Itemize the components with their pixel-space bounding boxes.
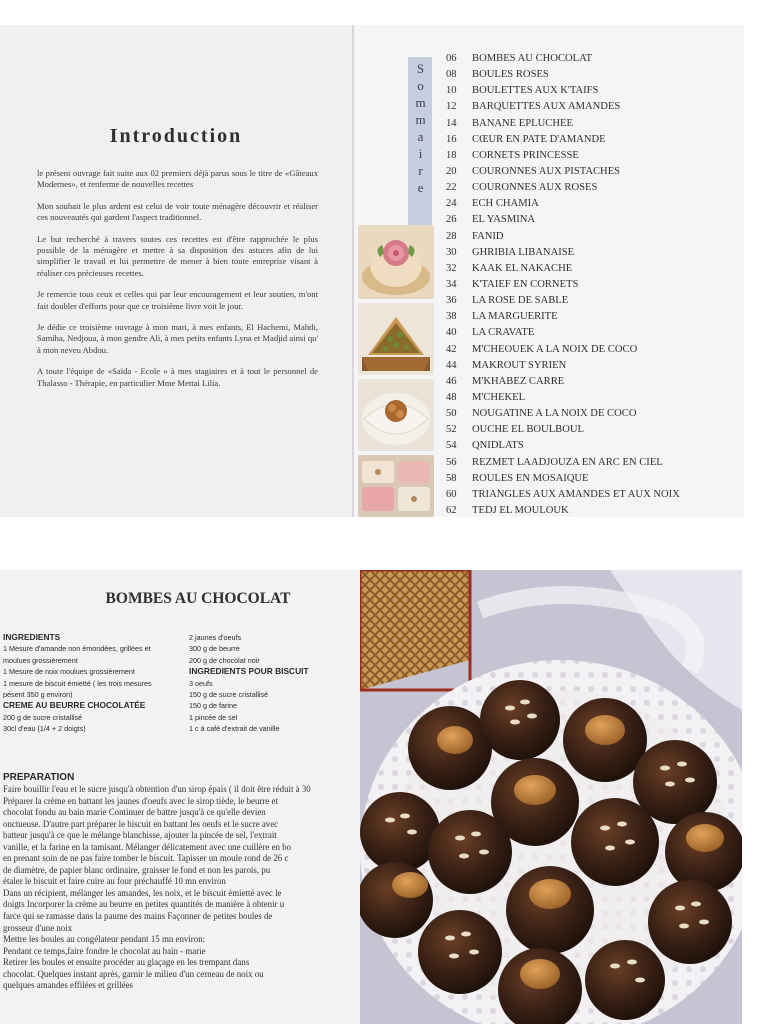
toc-page-number: 56 <box>446 456 457 468</box>
toc-page-number: 10 <box>446 85 457 97</box>
ingredient-line: moulues grossièrement <box>3 655 78 665</box>
toc-item <box>446 455 736 471</box>
preparation-line: onctueuse. D'autre part préparer le biscuit en battant les oeufs et le sucre avec <box>3 818 279 829</box>
toc-recipe-name: NOUGATINE A LA NOIX DE COCO <box>472 408 637 420</box>
chocolate-bomb <box>360 862 433 938</box>
ingredient-line: 30cl d'eau (1/4 + 2 doigts) <box>3 724 86 734</box>
toc-item <box>446 67 736 83</box>
toc-item <box>446 293 736 309</box>
ingredient-line: 1 Mesure d'amande non émondées, grillées et <box>3 644 151 654</box>
chocolate-bombs-photo <box>360 570 742 1024</box>
toc-page-number: 60 <box>446 488 457 500</box>
ingredients-heading: INGREDIENTS <box>3 632 61 642</box>
preparation-line: Pendant ce temps,faire fondre le chocolat au bain - marie <box>3 945 206 956</box>
toc-item <box>446 116 736 132</box>
toc-item <box>446 325 736 341</box>
toc-item <box>446 196 736 212</box>
toc-item <box>446 261 736 277</box>
preparation-line: chocolat fondu au bain marie Continuer de battre jusqu'à ce qu'elle devien <box>3 807 266 818</box>
toc-item <box>446 245 736 261</box>
toc-item <box>446 132 736 148</box>
chocolate-bomb <box>360 792 440 872</box>
intro-paragraph: Je remercie tous ceux et celles qui par leur encouragement et leur soutien, m'ont fait doubler d'efforts pour que ce troisième livre voit le jour. <box>37 289 318 311</box>
cream-heading: CREME AU BEURRE CHOCOLATÉE <box>3 700 146 711</box>
toc-item <box>446 438 736 454</box>
toc-page-number: 28 <box>446 230 457 242</box>
toc-recipe-name: CORNETS PRINCESSE <box>472 149 579 161</box>
ingredient-line: 150 g de farine <box>189 701 237 711</box>
toc-page-number: 42 <box>446 343 457 355</box>
toc-item <box>446 83 736 99</box>
toc-recipe-name: TEDJ EL MOULOUK <box>472 504 569 516</box>
ingredients-column-right <box>189 632 359 735</box>
toc-page-number: 40 <box>446 327 457 339</box>
toc-recipe-name: FANID <box>472 230 504 242</box>
ingredient-line: 2 jaunes d'oeufs <box>189 633 242 642</box>
toc-recipe-name: BOULETTES AUX K'TAIFS <box>472 85 599 97</box>
ingredient-line: 1 pincée de sel <box>189 712 238 722</box>
table-of-contents-page <box>352 25 744 517</box>
ingredient-line: 150 g de sucre cristallisé <box>189 690 269 700</box>
toc-recipe-name: KAAK EL NAKACHE <box>472 262 573 274</box>
chocolate-bomb <box>648 880 732 964</box>
toc-page-number: 08 <box>446 69 457 81</box>
preparation-heading: PREPARATION <box>3 772 75 783</box>
toc-recipe-name: OUCHE EL BOULBOUL <box>472 424 585 436</box>
toc-item <box>446 164 736 180</box>
intro-body <box>37 168 318 399</box>
preparation-line: batteur jusqu'à ce que le mélange blanchisse, ajouter la pincée de sel, l'extrait <box>3 830 277 841</box>
toc-item <box>446 358 736 374</box>
ingredient-line: 1 mesure de biscuit émietté ( les trois mesures <box>3 678 152 688</box>
toc-page-number: 06 <box>446 53 457 64</box>
toc-recipe-name: BOMBES AU CHOCOLAT <box>472 53 593 64</box>
chocolate-bomb <box>408 706 492 790</box>
toc-recipe-name: BARQUETTES AUX AMANDES <box>472 101 621 113</box>
toc-recipe-name: GHRIBIA LIBANAISE <box>472 246 575 258</box>
toc-page-number: 36 <box>446 295 457 307</box>
toc-page-number: 52 <box>446 424 457 436</box>
toc-item <box>446 99 736 115</box>
rose-pastry-photo <box>358 225 434 299</box>
toc-item <box>446 471 736 487</box>
preparation-line: Préparer la crème en battant les jaunes d'oeufs avec le sirop tiède, le beurre et <box>3 795 278 806</box>
intro-title: Introduction <box>109 125 243 147</box>
toc-recipe-name: EL YASMINA <box>472 214 536 226</box>
toc-item <box>446 422 736 438</box>
chocolate-bomb <box>506 866 594 954</box>
toc-recipe-name: COURONNES AUX PISTACHES <box>472 165 621 177</box>
toc-recipe-name: COURONNES AUX ROSES <box>472 182 598 194</box>
toc-recipe-name: BOULES ROSES <box>472 69 549 81</box>
toc-recipe-name: ECH CHAMIA <box>472 198 539 210</box>
toc-page-number: 44 <box>446 359 457 371</box>
toc-item <box>446 342 736 358</box>
preparation-line: Faire bouillir l'eau et le sucre jusqu'à obtention d'un sirop épais ( il doit être réduit à 30 <box>3 784 311 794</box>
toc-page-number: 48 <box>446 391 457 403</box>
intro-paragraph: A toute l'équipe de «Saïda - Ecole » à mes stagiaires et à tout le personnel de Thalasso - Thérapie, en particulier Mme Mettai Lilia. <box>37 366 318 388</box>
toc-recipe-name: LA MARGUERITE <box>472 311 558 323</box>
toc-page-number: 46 <box>446 375 457 387</box>
toc-page-number: 22 <box>446 182 457 194</box>
toc-page-number: 38 <box>446 311 457 323</box>
toc-recipe-name: LA ROSE DE SABLE <box>472 295 569 307</box>
toc-recipe-name: TRIANGLES AUX AMANDES ET AUX NOIX <box>472 488 680 500</box>
toc-recipe-name: ROULES EN MOSAIQUE <box>472 472 589 484</box>
ingredient-line: 1 Mesure de noix moulues grossièrement <box>3 667 135 677</box>
preparation-line: Mettre les boules au congélateur pendant 15 mn environ: <box>3 934 206 945</box>
preparation-line: grosseur d'une noix <box>3 922 73 933</box>
preparation-line: de diamètre, de papier blanc ordinaire, graisser le fond et non les parois, pu <box>3 864 271 875</box>
preparation-line: chocolat. Quelques instant après, garnir le milieu d'un cerneau de noix ou <box>3 968 264 979</box>
preparation-line: étaler le biscuit et faire cuire au four préchauffé 10 mn environ <box>3 876 226 887</box>
toc-recipe-name: LA CRAVATE <box>472 327 535 339</box>
chocolate-bomb <box>480 680 560 760</box>
mosaic-pastry-photo <box>358 455 434 517</box>
toc-list <box>446 51 736 517</box>
toc-item <box>446 406 736 422</box>
toc-item <box>446 277 736 293</box>
bleed-through-text <box>120 65 290 95</box>
toc-recipe-name: MAKROUT SYRIEN <box>472 359 567 371</box>
toc-recipe-name: QNIDLATS <box>472 440 524 452</box>
chocolate-bomb <box>418 910 502 994</box>
chocolate-bomb <box>571 798 659 886</box>
ingredient-line: 3 oeufs <box>189 678 213 688</box>
preparation-line: quelques amandes effilées et grillées <box>3 980 133 991</box>
preparation-body <box>3 784 360 992</box>
toc-item <box>446 212 736 228</box>
chocolate-bomb <box>585 940 665 1020</box>
pistachio-pastry-photo <box>358 303 434 375</box>
intro-paragraph: Mon souhait le plus ardent est celui de voir toute ménagère découvrir et réaliser ces nouveautés qui gardent l'aspect traditionnel. <box>37 200 318 223</box>
ingredient-line: pésent 350 g environ) <box>3 690 73 700</box>
intro-paragraph: le présent ouvrage fait suite aux 02 premiers déjà parus sous le titre de «Gâteaux Modernes», et renferme de nouvelles recettes <box>37 168 318 190</box>
toc-recipe-name: CŒUR EN PATE D'AMANDE <box>472 133 606 145</box>
toc-recipe-name: REZMET LAADJOUZA EN ARC EN CIEL <box>472 456 663 468</box>
toc-item <box>446 390 736 406</box>
toc-item <box>446 374 736 390</box>
chocolate-bomb <box>428 810 512 894</box>
pastry-plate-illustration <box>360 570 742 1024</box>
ingredients-column-left <box>3 632 185 735</box>
toc-item <box>446 180 736 196</box>
ingredient-line: 1 c à café d'extrait de vanille <box>189 724 280 734</box>
walnut-pastry-photo <box>358 379 434 451</box>
toc-page-number: 26 <box>446 214 457 226</box>
toc-item <box>446 229 736 245</box>
preparation-line: Dans un récipient, mélanger les amandes, les noix, et le biscuit émietté avec le <box>3 887 282 898</box>
preparation-line: doigts Incorporer la crème au beurre en petites quantités de manière à obtenir u <box>3 899 285 910</box>
sommaire-tab <box>408 57 432 245</box>
toc-page-number: 24 <box>446 198 457 210</box>
toc-recipe-name: BANANE EPLUCHEE <box>472 117 573 129</box>
preparation-line: en prenant soin de ne pas faire tomber le biscuit. Tapisser un moule rond de 26 c <box>3 853 289 864</box>
toc-item <box>446 51 736 67</box>
toc-page-number: 20 <box>446 165 457 177</box>
ingredient-line: 200 g de chocolat noir <box>189 655 260 665</box>
introduction-page <box>0 25 352 517</box>
chocolate-bomb <box>563 698 647 782</box>
toc-item <box>446 503 736 517</box>
ingredient-line: 300 g de beurre <box>189 644 240 654</box>
preparation-line: vanille, et la farine en la tamisant. Mélanger délicatement avec une cuillère en bo <box>3 841 292 852</box>
preparation-line: farce qui se ramasse dans la paume des mains Façonner de petites boules de <box>3 911 273 922</box>
toc-page-number: 54 <box>446 440 457 452</box>
ingredient-line: 200 g de sucre cristallisé <box>3 712 83 722</box>
toc-item <box>446 487 736 503</box>
preparation-line: Retirer les boules et ensuite procéder au glaçage en les trempant dans <box>3 957 250 968</box>
biscuit-heading: INGREDIENTS POUR BISCUIT <box>189 666 309 677</box>
toc-recipe-name: M'CHEKEL <box>472 391 526 403</box>
intro-paragraph: Le but recherché à travers toutes ces recettes est d'être rapprochée le plus possible de la ménagère et mettre à sa disposition des astuces afin de lui simplifier le travail et lui permettre de mener à bien toute entreprise visant à réaliser ces précieuses recettes. <box>37 233 318 278</box>
chocolate-bomb <box>665 812 742 892</box>
sommaire-label: Sommaire <box>413 61 428 197</box>
toc-recipe-name: M'CHEOUEK A LA NOIX DE COCO <box>472 343 638 355</box>
toc-page-number: 12 <box>446 101 457 113</box>
toc-item <box>446 309 736 325</box>
recipe-title: BOMBES AU CHOCOLAT <box>105 590 291 607</box>
toc-page-number: 50 <box>446 408 457 420</box>
toc-page-number: 32 <box>446 262 457 274</box>
toc-page-number: 18 <box>446 149 457 161</box>
toc-page-number: 16 <box>446 133 457 145</box>
toc-page-number: 58 <box>446 472 457 484</box>
toc-page-number: 14 <box>446 117 457 129</box>
toc-page-number: 62 <box>446 504 457 516</box>
toc-recipe-name: M'KHABEZ CARRE <box>472 375 565 387</box>
toc-page-number: 34 <box>446 278 457 290</box>
toc-item <box>446 148 736 164</box>
recipe-page <box>0 570 360 1024</box>
intro-paragraph: Je dédie ce troisième ouvrage à mon mari, à mes enfants, El Hachemi, Mahdi, Samiha, Nedjoua, à mon gendre Ali, à mes petits enfants Lyna et Madjid ainsi qu' à mon neveu Abdou. <box>37 322 318 355</box>
toc-page-number: 30 <box>446 246 457 258</box>
toc-recipe-name: K'TAIEF EN CORNETS <box>472 278 579 290</box>
